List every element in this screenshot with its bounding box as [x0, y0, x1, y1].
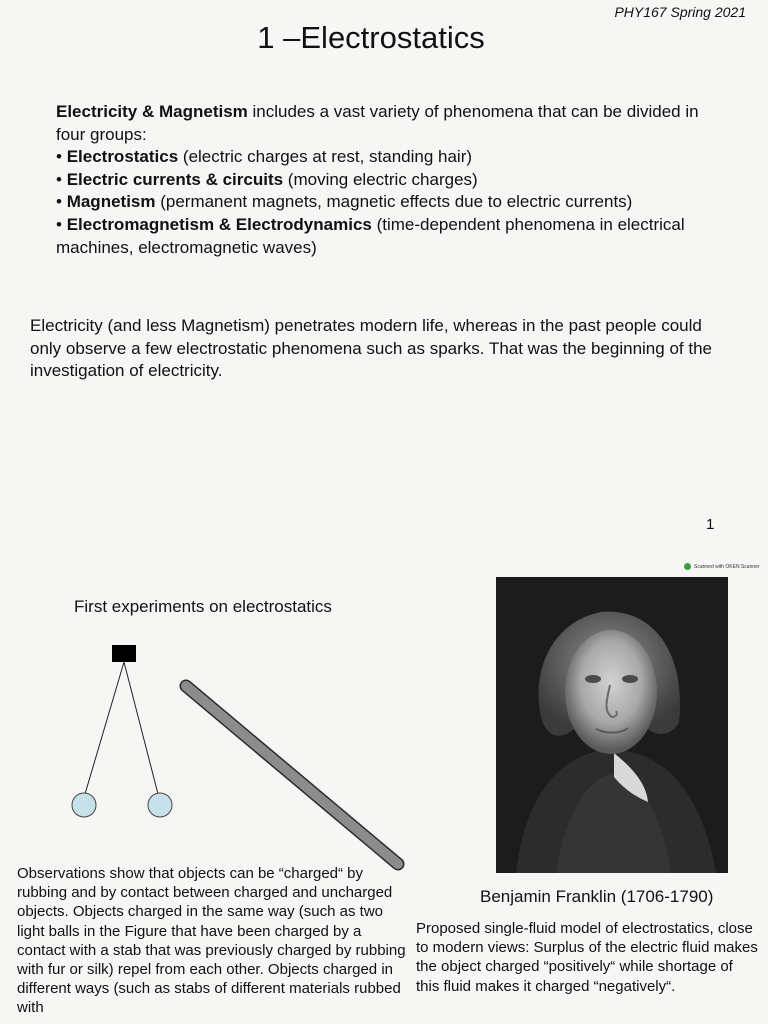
- experiment-title: First experiments on electrostatics: [74, 597, 332, 616]
- intro-block: [56, 101, 716, 259]
- franklin-description: Proposed single-fluid model of electrostatics, close to modern views: Surplus of the electric fluid makes the object charged “positively“ while shortage of this fluid makes it charged “negatively“.: [416, 920, 758, 995]
- pivot-block: [112, 645, 136, 662]
- intro-lead-bold: Electricity & Magnetism: [56, 102, 248, 121]
- intro-lead: [56, 101, 716, 146]
- charged-rod: [186, 686, 398, 864]
- group-name: Electromagnetism & Electrodynamics: [66, 214, 372, 234]
- scanner-logo-icon: [684, 563, 691, 570]
- left-charged-ball: [72, 793, 96, 817]
- group-item: • Magnetism (permanent magnets, magnetic effects due to electric currents): [56, 192, 633, 212]
- group-desc: (electric charges at rest, standing hair): [178, 147, 473, 167]
- group-name: Electric currents & circuits: [66, 169, 284, 189]
- course-label: PHY167 Spring 2021: [614, 4, 746, 20]
- portrait-image: [496, 577, 728, 873]
- scanner-text: Scanned with OKEN Scanner: [694, 563, 760, 570]
- right-charged-ball: [148, 793, 172, 817]
- page-number: 1: [706, 516, 715, 533]
- group-desc: (moving electric charges): [283, 169, 478, 189]
- history-paragraph: Electricity (and less Magnetism) penetrates modern life, whereas in the past people could only observe a few electrostatic phenomena such as sparks. That was the beginning of the investigation of electricity.: [30, 316, 712, 381]
- group-item: • Electric currents & circuits (moving electric charges): [56, 169, 478, 189]
- franklin-portrait: [496, 577, 728, 873]
- group-name: Magnetism: [66, 192, 156, 212]
- electroscope-diagram: [0, 560, 420, 880]
- right-thread: [124, 662, 158, 794]
- group-name: Electrostatics: [66, 147, 179, 167]
- scanner-watermark: [684, 563, 760, 570]
- group-item: • Electrostatics (electric charges at rest, standing hair): [56, 147, 473, 167]
- portrait-caption: Benjamin Franklin (1706-1790): [480, 887, 714, 906]
- group-item: • Electromagnetism & Electrodynamics (time-dependent phenomena in electrical machines, electromagnetic waves): [56, 214, 685, 257]
- group-desc: (time-dependent phenomena in electrical machines, electromagnetic waves): [56, 214, 685, 257]
- left-thread: [85, 662, 124, 794]
- page-title: 1 –Electrostatics: [257, 20, 485, 55]
- group-desc: (permanent magnets, magnetic effects due to electric currents): [155, 192, 633, 212]
- intro-lead-text: includes a vast variety of phenomena that can be divided in four groups:: [56, 102, 699, 144]
- observation-paragraph: Observations show that objects can be “charged“ by rubbing and by contact between charged and uncharged objects. Objects charged in the same way (such as two light balls in the Figure that have been charged by a contact with a stab that was previously charged by rubbing with fur or silk) repel from each other. Objects charged in different ways (such as stabs of different materials rubbed with: [17, 865, 406, 1017]
